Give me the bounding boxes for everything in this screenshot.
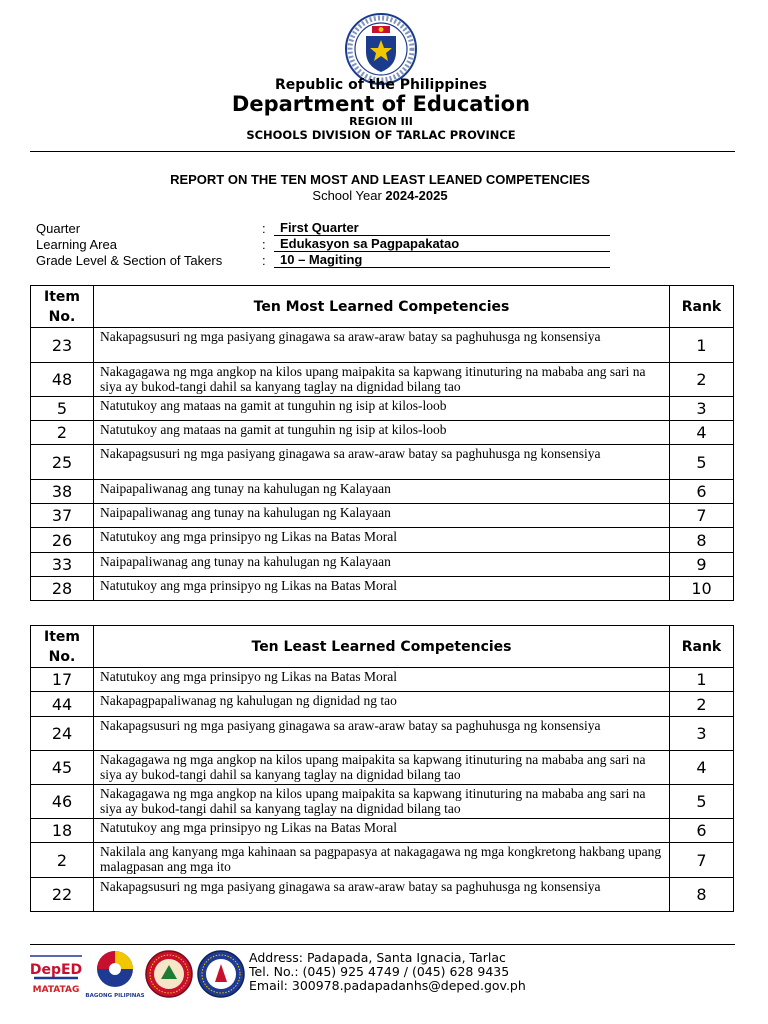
learning-area-label: Learning Area bbox=[36, 237, 117, 252]
least-header-row bbox=[31, 626, 734, 668]
least-learned-table bbox=[30, 625, 734, 912]
table-row bbox=[31, 692, 734, 717]
rank-value: 7 bbox=[670, 843, 734, 878]
division-seal-icon bbox=[196, 949, 246, 999]
competency-text: Naipapaliwanag ang tunay na kahulugan ng Kalayaan bbox=[94, 504, 670, 528]
competency-text: Nakapagsusuri ng mga pasiyang ginagawa sa araw-araw batay sa paghuhusga ng konsensiya bbox=[94, 328, 670, 363]
matatag-text: MATATAG bbox=[32, 985, 80, 995]
item-number: 5 bbox=[31, 397, 94, 421]
item-number: 33 bbox=[31, 553, 94, 577]
table-row bbox=[31, 717, 734, 751]
item-number: 38 bbox=[31, 480, 94, 504]
item-number: 26 bbox=[31, 528, 94, 553]
competency-text: Naipapaliwanag ang tunay na kahulugan ng Kalayaan bbox=[94, 480, 670, 504]
table-row bbox=[31, 751, 734, 785]
competency-text: Nakapagpapaliwanag ng kahulugan ng dignidad ng tao bbox=[94, 692, 670, 717]
item-number: 46 bbox=[31, 785, 94, 819]
rank-value: 3 bbox=[670, 717, 734, 751]
quarter-value: First Quarter bbox=[274, 221, 610, 236]
item-number: 48 bbox=[31, 363, 94, 397]
rank-value: 5 bbox=[670, 445, 734, 480]
school-seal-icon bbox=[144, 949, 194, 999]
rank-value: 9 bbox=[670, 553, 734, 577]
school-year-line bbox=[0, 188, 760, 203]
item-number: 37 bbox=[31, 504, 94, 528]
rank-value: 8 bbox=[670, 528, 734, 553]
competency-text: Nakagagawa ng mga angkop na kilos upang maipakita sa kapwang itinuturing na mababa ang sari na siya ay bukod-tangi dahil sa kanyang taglay na dignidad bilang tao bbox=[94, 751, 670, 785]
table-row bbox=[31, 577, 734, 601]
most-learned-table bbox=[30, 285, 734, 601]
school-year-label: School Year bbox=[312, 188, 386, 203]
deped-seal-icon bbox=[344, 12, 418, 86]
item-number: 24 bbox=[31, 717, 94, 751]
item-number: 44 bbox=[31, 692, 94, 717]
rank-value: 10 bbox=[670, 577, 734, 601]
rank-value: 6 bbox=[670, 819, 734, 843]
item-number: 18 bbox=[31, 819, 94, 843]
grade-level-colon: : bbox=[262, 253, 266, 268]
table-row bbox=[31, 878, 734, 912]
region-line: REGION III bbox=[349, 115, 413, 128]
competency-text: Natutukoy ang mga prinsipyo ng Likas na Batas Moral bbox=[94, 577, 670, 601]
most-rank-header: Rank bbox=[670, 286, 734, 328]
table-row bbox=[31, 785, 734, 819]
table-row bbox=[31, 553, 734, 577]
rank-value: 1 bbox=[670, 328, 734, 363]
table-row bbox=[31, 504, 734, 528]
table-row bbox=[31, 843, 734, 878]
competency-text: Natutukoy ang mga prinsipyo ng Likas na Batas Moral bbox=[94, 668, 670, 692]
deped-logo-text: DepED bbox=[29, 962, 83, 978]
bagong-pilipinas-logo bbox=[85, 947, 145, 1001]
table-row bbox=[31, 668, 734, 692]
least-title-header: Ten Least Learned Competencies bbox=[94, 626, 670, 668]
item-number: 17 bbox=[31, 668, 94, 692]
least-rank-header: Rank bbox=[670, 626, 734, 668]
rank-value: 1 bbox=[670, 668, 734, 692]
header-divider bbox=[30, 151, 735, 152]
grade-level-label: Grade Level & Section of Takers bbox=[36, 253, 223, 268]
quarter-colon: : bbox=[262, 221, 266, 236]
deped-matatag-logo bbox=[28, 950, 84, 996]
item-number: 23 bbox=[31, 328, 94, 363]
competency-text: Natutukoy ang mataas na gamit at tunguhin ng isip at kilos-loob bbox=[94, 421, 670, 445]
competency-text: Naipapaliwanag ang tunay na kahulugan ng Kalayaan bbox=[94, 553, 670, 577]
most-title-header: Ten Most Learned Competencies bbox=[94, 286, 670, 328]
most-header-row bbox=[31, 286, 734, 328]
learning-area-colon: : bbox=[262, 237, 266, 252]
email-line: Email: 300978.padapadanhs@deped.gov.ph bbox=[249, 978, 526, 993]
competency-text: Nakapagsusuri ng mga pasiyang ginagawa sa araw-araw batay sa paghuhusga ng konsensiya bbox=[94, 717, 670, 751]
item-number: 45 bbox=[31, 751, 94, 785]
most-item-header: Item No. bbox=[31, 286, 94, 328]
item-number: 22 bbox=[31, 878, 94, 912]
rank-value: 4 bbox=[670, 421, 734, 445]
address-line: Address: Padapada, Santa Ignacia, Tarlac bbox=[249, 950, 506, 965]
table-row bbox=[31, 445, 734, 480]
report-title: REPORT ON THE TEN MOST AND LEAST LEANED COMPETENCIES bbox=[170, 172, 590, 187]
learning-area-value: Edukasyon sa Pagpapakatao bbox=[274, 237, 610, 252]
competency-text: Natutukoy ang mga prinsipyo ng Likas na Batas Moral bbox=[94, 819, 670, 843]
contact-block bbox=[249, 951, 526, 993]
republic-line: Republic of the Philippines bbox=[275, 77, 487, 93]
table-row bbox=[31, 363, 734, 397]
table-row bbox=[31, 397, 734, 421]
competency-text: Natutukoy ang mga prinsipyo ng Likas na Batas Moral bbox=[94, 528, 670, 553]
quarter-label: Quarter bbox=[36, 221, 81, 236]
table-row bbox=[31, 421, 734, 445]
rank-value: 2 bbox=[670, 363, 734, 397]
competency-text: Nakagagawa ng mga angkop na kilos upang maipakita sa kapwang itinuturing na mababa ang sari na siya ay bukod-tangi dahil sa kanyang taglay na dignidad bilang tao bbox=[94, 785, 670, 819]
rank-value: 2 bbox=[670, 692, 734, 717]
department-title: Department of Education bbox=[231, 92, 531, 116]
bagong-pilipinas-text: BAGONG PILIPINAS bbox=[85, 993, 145, 999]
competency-text: Nakapagsusuri ng mga pasiyang ginagawa sa araw-araw batay sa paghuhusga ng konsensiya bbox=[94, 878, 670, 912]
table-row bbox=[31, 528, 734, 553]
item-number: 25 bbox=[31, 445, 94, 480]
competency-text: Nakagagawa ng mga angkop na kilos upang maipakita sa kapwang itinuturing na mababa ang sari na siya ay bukod-tangi dahil sa kanyang taglay na dignidad bilang tao bbox=[94, 363, 670, 397]
grade-level-value: 10 – Magiting bbox=[274, 253, 610, 268]
competency-text: Natutukoy ang mataas na gamit at tunguhin ng isip at kilos-loob bbox=[94, 397, 670, 421]
item-number: 2 bbox=[31, 843, 94, 878]
rank-value: 6 bbox=[670, 480, 734, 504]
rank-value: 5 bbox=[670, 785, 734, 819]
table-row bbox=[31, 819, 734, 843]
competency-text: Nakapagsusuri ng mga pasiyang ginagawa sa araw-araw batay sa paghuhusga ng konsensiya bbox=[94, 445, 670, 480]
footer-divider bbox=[30, 944, 735, 945]
school-year-value: 2024-2025 bbox=[385, 188, 448, 203]
telephone-line: Tel. No.: (045) 925 4749 / (045) 628 9435 bbox=[249, 964, 510, 979]
competency-text: Nakilala ang kanyang mga kahinaan sa pagpapasya at nakagagawa ng mga kongkretong hakbang upang malagpasan ang mga ito bbox=[94, 843, 670, 878]
table-row bbox=[31, 480, 734, 504]
rank-value: 3 bbox=[670, 397, 734, 421]
division-line: SCHOOLS DIVISION OF TARLAC PROVINCE bbox=[246, 128, 516, 142]
rank-value: 4 bbox=[670, 751, 734, 785]
table-row bbox=[31, 328, 734, 363]
least-item-header: Item No. bbox=[31, 626, 94, 668]
rank-value: 7 bbox=[670, 504, 734, 528]
item-number: 28 bbox=[31, 577, 94, 601]
item-number: 2 bbox=[31, 421, 94, 445]
rank-value: 8 bbox=[670, 878, 734, 912]
